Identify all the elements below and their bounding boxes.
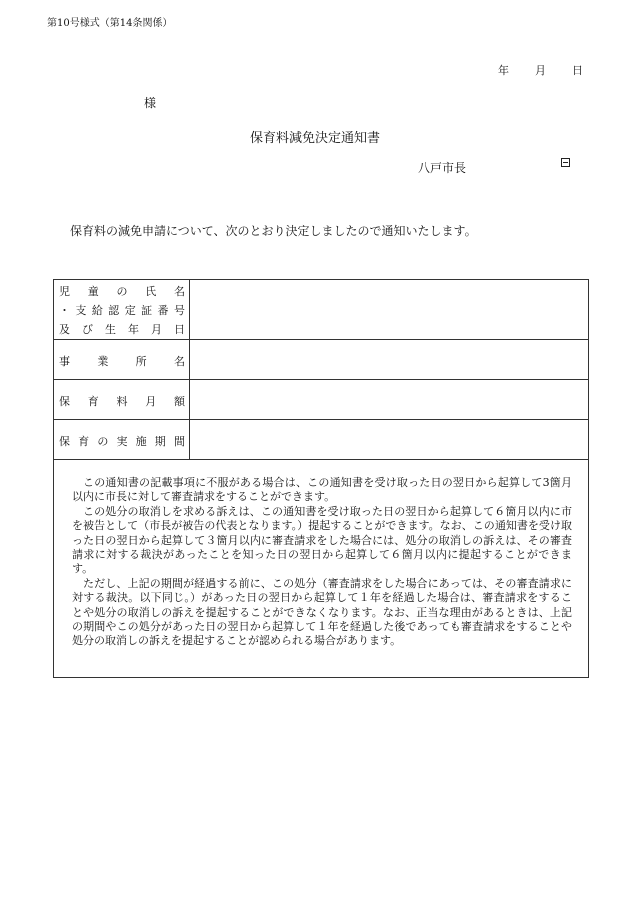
date-month-label: 月 (535, 64, 546, 77)
facility-name-field[interactable] (190, 340, 588, 379)
date-line (498, 62, 583, 78)
label-line: 児 童 の 氏 名 (59, 285, 185, 298)
label-line: 保 育 の 実 施 期 間 (59, 435, 185, 448)
row-label-monthly-fee (54, 380, 190, 419)
table-row-facility (54, 340, 588, 380)
label-line: 及 び 生 年 月 日 (59, 323, 185, 336)
document-title: 保育料減免決定通知書 (249, 131, 380, 146)
appeal-notice (72, 476, 572, 649)
child-info-field[interactable] (190, 280, 588, 339)
row-label-child (54, 280, 190, 339)
monthly-fee-field[interactable] (190, 380, 588, 419)
date-year-label: 年 (498, 64, 509, 77)
label-line: 保 育 料 月 額 (59, 395, 185, 408)
table-row-monthly-fee (54, 380, 588, 420)
row-label-facility (54, 340, 190, 379)
recipient-suffix: 様 (144, 96, 157, 110)
notice-paragraph: この処分の取消しを求める訴えは、この通知書を受け取った日の翌日から起算して６箇月以内に市を被告として（市長が被告の代表となります。）提起することができます。なお、この通知書を受け取った日の翌日から起算して３箇月以内に審査請求をした場合には、処分の取消しの訴えは、その審査請求に対する裁決があったことを知った日の翌日から起算して６箇月以内に提起することができます。 (72, 504, 572, 576)
notice-paragraph: この通知書の記載事項に不服がある場合は、この通知書を受け取った日の翌日から起算して3箇月以内に市長に対して審査請求をすることができます。 (72, 476, 572, 504)
issuer-name: 八戸市長 (418, 161, 467, 175)
label-line: 事 業 所 名 (59, 355, 185, 368)
row-label-period (54, 420, 190, 459)
seal-box-icon (561, 158, 570, 167)
intro-text: 保育料の減免申請について、次のとおり決定しましたので通知いたします。 (70, 224, 477, 238)
decision-table (53, 279, 589, 678)
notice-paragraph: ただし、上記の期間が経過する前に、この処分（審査請求をした場合にあっては、その審査請求に対する裁決。以下同じ。）があった日の翌日から起算して１年を経過した場合は、審査請求をすることや処分の取消しの訴えを提起することができなくなります。なお、正当な理由があるときは、上記の期間やこの処分があった日の翌日から起算して１年を経過した後であっても審査請求をすることや処分の取消しの訴えを提起することが認められる場合があります。 (72, 576, 572, 648)
period-field[interactable] (190, 420, 588, 459)
date-day-label: 日 (572, 64, 583, 77)
label-line: ・ 支 給 認 定 証 番 号 (59, 304, 185, 317)
form-number: 第10号様式（第14条関係） (47, 18, 173, 29)
table-row-period (54, 420, 588, 460)
table-row-child (54, 280, 588, 340)
